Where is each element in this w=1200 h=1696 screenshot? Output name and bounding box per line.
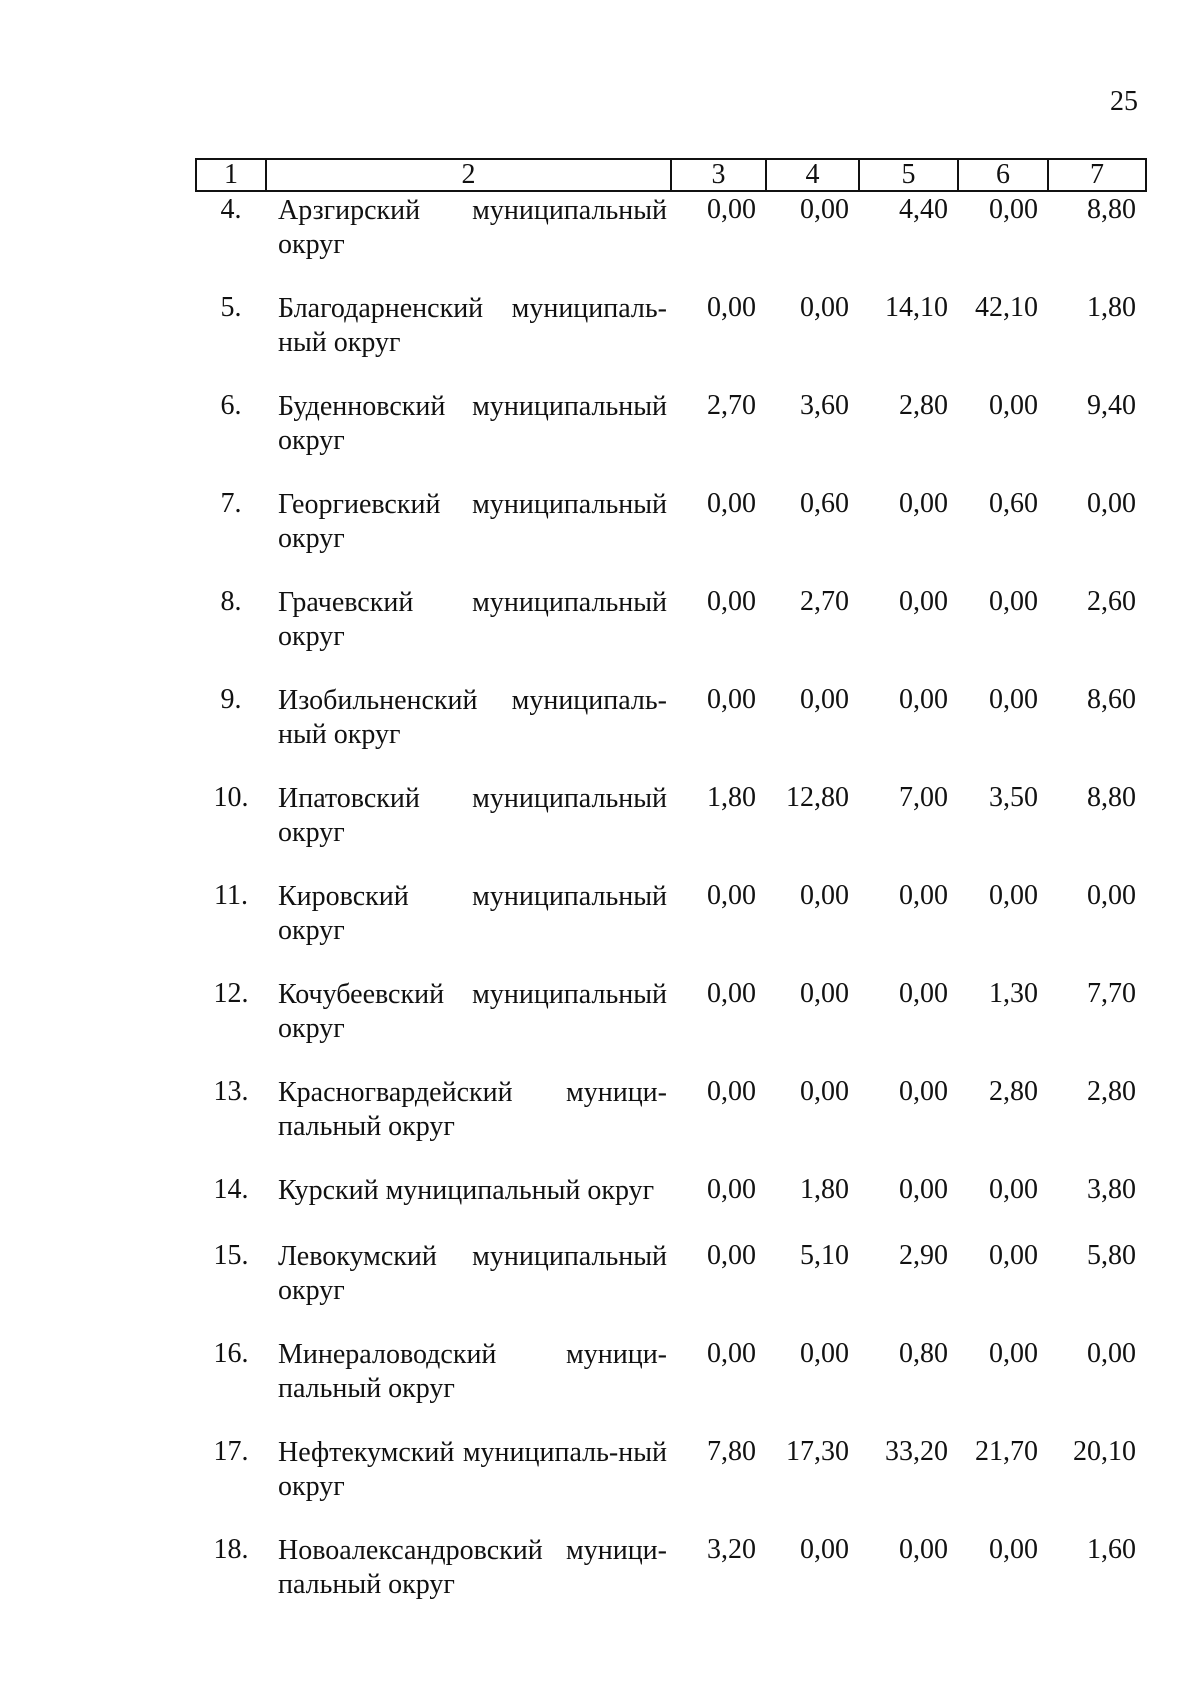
table-row: [196, 486, 1146, 584]
value-col-5: 0,80: [899, 1338, 948, 1369]
row-number: 12.: [213, 978, 249, 1009]
value-col-3: 0,00: [707, 684, 756, 715]
value-col-3: 2,70: [707, 390, 756, 421]
value-col-3: 0,00: [707, 292, 756, 323]
row-number: 13.: [213, 1076, 249, 1107]
value-col-3: 1,80: [707, 782, 756, 813]
value-col-7: 2,60: [1087, 586, 1136, 617]
value-col-5: 0,00: [899, 978, 948, 1009]
value-col-4: 0,60: [800, 488, 849, 519]
value-col-5: 0,00: [899, 684, 948, 715]
row-number: 8.: [220, 586, 242, 617]
value-col-4: 12,80: [786, 782, 849, 813]
value-col-6: 0,00: [989, 390, 1038, 421]
column-header: 2: [266, 159, 671, 191]
table-row: [196, 388, 1146, 486]
value-col-4: 17,30: [786, 1436, 849, 1467]
value-col-7: 0,00: [1087, 880, 1136, 911]
value-col-7: 7,70: [1087, 978, 1136, 1009]
value-col-4: 3,60: [800, 390, 849, 421]
value-col-3: 0,00: [707, 194, 756, 225]
district-name: Буденновский муниципальный округ: [278, 391, 667, 456]
value-col-6: 0,60: [989, 488, 1038, 519]
value-col-6: 21,70: [975, 1436, 1038, 1467]
value-col-4: 0,00: [800, 684, 849, 715]
district-name: Ипатовский муниципальный округ: [278, 783, 667, 848]
district-name: Грачевский муниципальный округ: [278, 587, 667, 652]
district-name: Минераловодский муници-пальный округ: [278, 1339, 667, 1404]
value-col-7: 0,00: [1087, 488, 1136, 519]
row-number: 9.: [220, 684, 242, 715]
table-row: [196, 584, 1146, 682]
value-col-4: 1,80: [800, 1174, 849, 1205]
value-col-5: 0,00: [899, 1534, 948, 1565]
column-header: 7: [1048, 159, 1146, 191]
value-col-5: 0,00: [899, 586, 948, 617]
value-col-7: 8,60: [1087, 684, 1136, 715]
district-name: Благодарненский муниципаль-ный округ: [278, 293, 667, 358]
district-name: Арзгирский муниципальный округ: [278, 195, 667, 260]
value-col-4: 0,00: [800, 1076, 849, 1107]
district-name: Кировский муниципальный округ: [278, 881, 667, 946]
table-row: [196, 780, 1146, 878]
table-row: [196, 1238, 1146, 1336]
value-col-4: 0,00: [800, 1534, 849, 1565]
value-col-6: 0,00: [989, 1534, 1038, 1565]
value-col-7: 20,10: [1073, 1436, 1136, 1467]
value-col-4: 0,00: [800, 292, 849, 323]
row-number: 15.: [213, 1240, 249, 1271]
district-name: Изобильненский муниципаль-ный округ: [278, 685, 667, 750]
value-col-3: 0,00: [707, 1174, 756, 1205]
page-number: 25: [1110, 86, 1138, 117]
table-header-row: [196, 159, 1146, 191]
value-col-3: 0,00: [707, 586, 756, 617]
value-col-6: 0,00: [989, 1338, 1038, 1369]
table-row: [196, 1434, 1146, 1532]
column-header: 6: [958, 159, 1048, 191]
table-row: [196, 1336, 1146, 1434]
value-col-3: 0,00: [707, 1338, 756, 1369]
value-col-6: 2,80: [989, 1076, 1038, 1107]
table-row: [196, 1074, 1146, 1172]
table-row: [196, 1532, 1146, 1630]
value-col-7: 1,80: [1087, 292, 1136, 323]
value-col-7: 2,80: [1087, 1076, 1136, 1107]
value-col-5: 2,80: [899, 390, 948, 421]
value-col-3: 3,20: [707, 1534, 756, 1565]
value-col-6: 0,00: [989, 1174, 1038, 1205]
district-name: Нефтекумский муниципаль-ный округ: [278, 1437, 667, 1502]
value-col-6: 0,00: [989, 1240, 1038, 1271]
value-col-3: 0,00: [707, 1076, 756, 1107]
row-number: 7.: [220, 488, 242, 519]
row-number: 10.: [213, 782, 249, 813]
data-table: [195, 158, 1147, 1630]
value-col-4: 0,00: [800, 194, 849, 225]
value-col-5: 7,00: [899, 782, 948, 813]
value-col-4: 0,00: [800, 880, 849, 911]
district-name: Георгиевский муниципальный округ: [278, 489, 667, 554]
value-col-6: 0,00: [989, 194, 1038, 225]
value-col-5: 14,10: [885, 292, 948, 323]
value-col-3: 0,00: [707, 488, 756, 519]
table-row: [196, 1172, 1146, 1238]
row-number: 11.: [214, 880, 248, 911]
value-col-3: 0,00: [707, 978, 756, 1009]
table-row: [196, 976, 1146, 1074]
value-col-3: 0,00: [707, 880, 756, 911]
table-row: [196, 191, 1146, 290]
table-row: [196, 682, 1146, 780]
value-col-7: 0,00: [1087, 1338, 1136, 1369]
column-header: 4: [766, 159, 859, 191]
district-name: Левокумский муниципальный округ: [278, 1241, 667, 1306]
row-number: 14.: [213, 1174, 249, 1205]
column-header: 1: [196, 159, 266, 191]
value-col-6: 0,00: [989, 684, 1038, 715]
district-name: Курский муниципальный округ: [278, 1175, 655, 1206]
value-col-5: 0,00: [899, 488, 948, 519]
row-number: 4.: [220, 194, 242, 225]
value-col-5: 0,00: [899, 880, 948, 911]
value-col-5: 2,90: [899, 1240, 948, 1271]
value-col-7: 9,40: [1087, 390, 1136, 421]
table-row: [196, 290, 1146, 388]
value-col-7: 5,80: [1087, 1240, 1136, 1271]
row-number: 17.: [213, 1436, 249, 1467]
value-col-6: 42,10: [975, 292, 1038, 323]
table-row: [196, 878, 1146, 976]
district-name: Красногвардейский муници-пальный округ: [278, 1077, 667, 1142]
value-col-5: 0,00: [899, 1174, 948, 1205]
value-col-7: 8,80: [1087, 782, 1136, 813]
value-col-6: 0,00: [989, 880, 1038, 911]
value-col-6: 0,00: [989, 586, 1038, 617]
value-col-7: 3,80: [1087, 1174, 1136, 1205]
district-name: Кочубеевский муниципальный округ: [278, 979, 667, 1044]
value-col-5: 0,00: [899, 1076, 948, 1107]
row-number: 5.: [220, 292, 242, 323]
value-col-7: 1,60: [1087, 1534, 1136, 1565]
value-col-6: 1,30: [989, 978, 1038, 1009]
column-header: 5: [859, 159, 958, 191]
value-col-4: 0,00: [800, 1338, 849, 1369]
district-name: Новоалександровский муници-пальный округ: [278, 1535, 667, 1600]
row-number: 16.: [213, 1338, 249, 1369]
value-col-4: 0,00: [800, 978, 849, 1009]
value-col-5: 4,40: [899, 194, 948, 225]
value-col-4: 5,10: [800, 1240, 849, 1271]
row-number: 18.: [213, 1534, 249, 1565]
value-col-5: 33,20: [885, 1436, 948, 1467]
value-col-3: 0,00: [707, 1240, 756, 1271]
value-col-3: 7,80: [707, 1436, 756, 1467]
column-header: 3: [671, 159, 766, 191]
value-col-6: 3,50: [989, 782, 1038, 813]
value-col-7: 8,80: [1087, 194, 1136, 225]
value-col-4: 2,70: [800, 586, 849, 617]
row-number: 6.: [220, 390, 242, 421]
